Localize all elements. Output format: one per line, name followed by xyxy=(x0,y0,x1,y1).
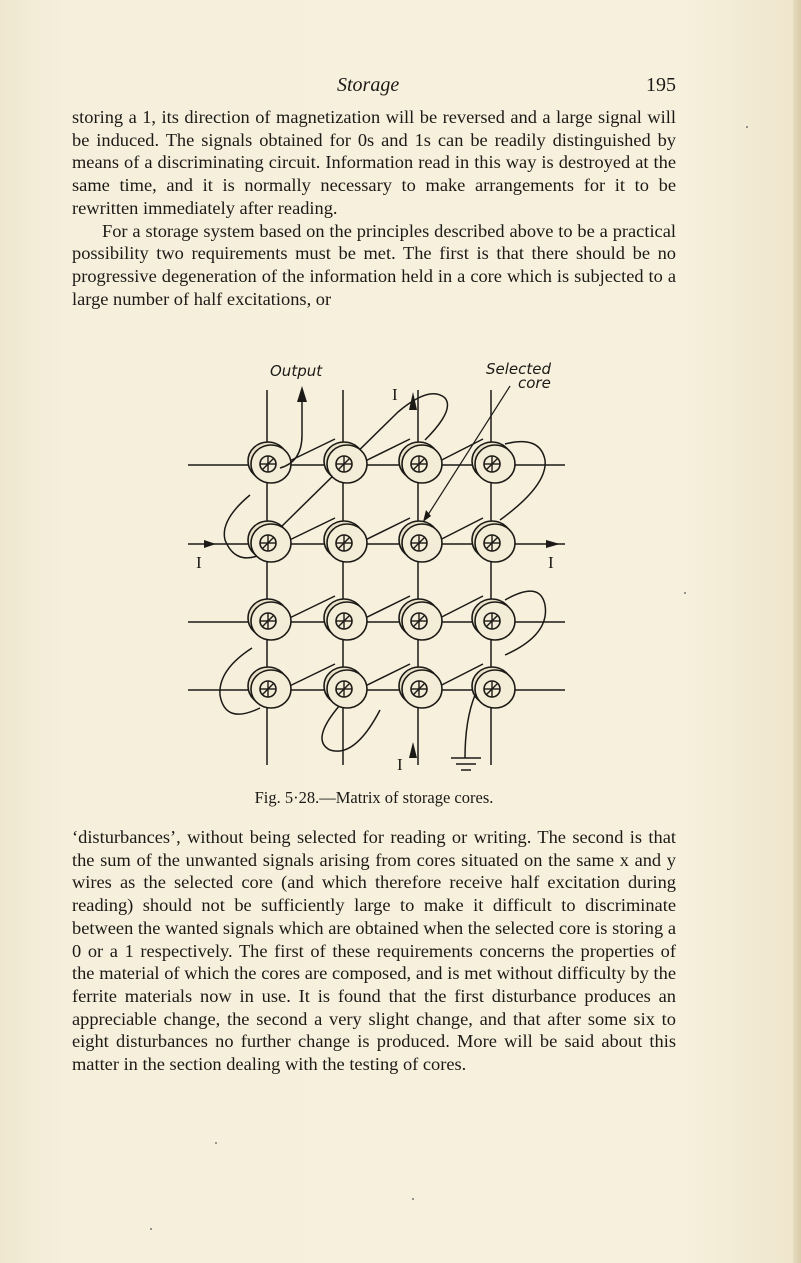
current-arrow-right-icon xyxy=(546,540,560,548)
current-arrow-bottom-icon xyxy=(409,742,417,758)
storage-core xyxy=(324,599,367,640)
storage-core xyxy=(472,599,515,640)
figure-caption: Fig. 5·28.—Matrix of storage cores. xyxy=(254,788,494,807)
storage-core xyxy=(399,667,442,708)
text-block-top xyxy=(72,106,676,310)
storage-core xyxy=(324,667,367,708)
storage-core xyxy=(248,599,291,640)
paragraph: For a storage system based on the principles described above to be a practical possibility two requirements must be met. The first is that there should be no progressive degeneration of the information held in a core which is subjected to a large number of half excitations, or xyxy=(72,220,676,309)
current-label-bottom: I xyxy=(397,755,403,774)
matrix-wires xyxy=(188,390,565,765)
ground-icon xyxy=(451,695,481,770)
core-matrix-figure xyxy=(180,350,580,780)
current-label-left: I xyxy=(196,553,202,572)
text-block-bottom xyxy=(72,826,676,1076)
current-label-top: I xyxy=(392,385,398,404)
current-arrow-left-icon xyxy=(204,540,216,548)
storage-core xyxy=(248,521,291,562)
output-label: Output xyxy=(270,362,323,380)
storage-core xyxy=(472,667,515,708)
storage-core xyxy=(248,442,291,483)
page-speck xyxy=(150,1228,152,1230)
storage-core xyxy=(472,521,515,562)
page-speck xyxy=(412,1198,414,1200)
paragraph: ‘disturbances’, without being selected for reading or writing. The second is that the sum of the unwanted signals arising from cores situated on the same x and y wires as the selected core (and which therefore receive half excitation during reading) should not be sufficiently large to make it difficult to discriminate between the wanted signals which are obtained when the selected core is storing a 0 or a 1 respectively. The first of these requirements concerns the properties of the material of which the cores are composed, and is met without difficulty by the ferrite materials now in use. It is found that the first disturbance produces an appreciable change, the second a very slight change, and that after some six to eight disturbances no further change is produced. More will be said about this matter in the section dealing with the testing of cores. xyxy=(72,827,676,1075)
page-speck xyxy=(684,592,686,594)
storage-core xyxy=(324,521,367,562)
page-speck xyxy=(746,126,748,128)
storage-core xyxy=(248,667,291,708)
storage-core xyxy=(472,442,515,483)
page-number: 195 xyxy=(646,74,676,96)
selected-label: Selected xyxy=(486,360,552,378)
page-speck xyxy=(215,1142,217,1144)
sense-wire-loop xyxy=(322,705,380,751)
storage-core xyxy=(399,442,442,483)
storage-core xyxy=(399,521,442,562)
current-label-right: I xyxy=(548,553,554,572)
paragraph: storing a 1, its direction of magnetization will be reversed and a large signal will be induced. The signals obtained for 0s and 1s can be readily distinguished by means of a discriminating circuit. Information read in this way is destroyed at the same time, and it is normally necessary to make arrangements for it to be rewritten immediately after reading. xyxy=(72,107,676,218)
page-header xyxy=(72,74,676,102)
running-head: Storage xyxy=(337,74,400,96)
output-arrow-icon xyxy=(297,386,307,402)
current-arrow-top-icon xyxy=(409,392,417,410)
storage-core xyxy=(399,599,442,640)
core-label: core xyxy=(518,374,551,392)
page-edge xyxy=(793,0,801,1263)
